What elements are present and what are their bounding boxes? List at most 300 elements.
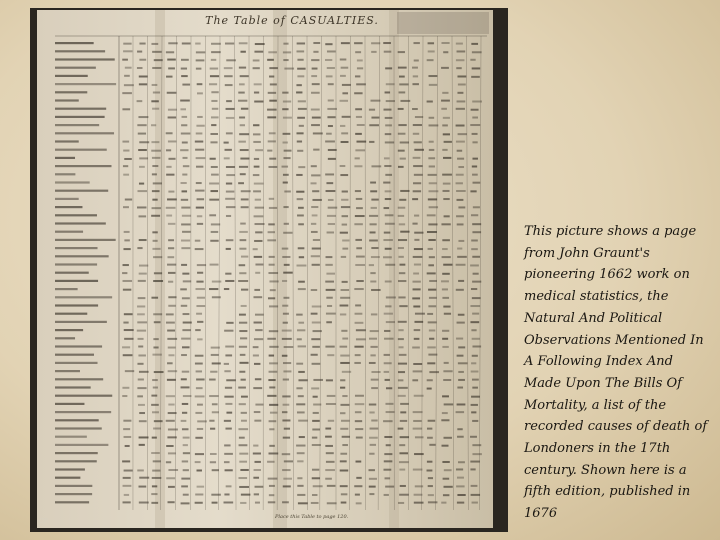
table-figure-mark — [168, 281, 173, 283]
table-figure-mark — [224, 330, 233, 332]
table-figure-mark — [183, 494, 189, 496]
table-figure-mark — [282, 395, 290, 397]
table-figure-mark — [283, 362, 291, 364]
table-figure-mark — [168, 256, 175, 258]
table-figure-mark — [414, 453, 424, 455]
table-figure-mark — [253, 354, 259, 356]
table-figure-mark — [211, 347, 220, 349]
table-figure-mark — [412, 108, 418, 110]
table-figure-mark — [183, 444, 188, 446]
table-figure-mark — [340, 460, 347, 462]
table-figure-mark — [472, 67, 480, 69]
table-figure-mark — [197, 116, 203, 118]
table-figure-mark — [225, 149, 232, 151]
table-figure-mark — [311, 354, 318, 356]
table-figure-mark — [456, 141, 465, 143]
table-figure-mark — [283, 404, 290, 406]
table-figure-mark — [342, 371, 351, 373]
table-figure-mark — [356, 461, 362, 463]
table-figure-mark — [328, 83, 334, 85]
table-figure-mark — [180, 149, 188, 151]
table-figure-mark — [283, 313, 289, 315]
table-figure-mark — [182, 273, 189, 275]
table-figure-mark — [195, 149, 204, 151]
cause-label-mark — [55, 181, 90, 183]
table-figure-mark — [283, 117, 292, 119]
table-figure-mark — [296, 363, 303, 365]
table-figure-mark — [253, 387, 262, 389]
table-figure-mark — [152, 207, 161, 209]
cause-label-mark — [55, 354, 94, 356]
table-figure-mark — [253, 59, 260, 61]
table-figure-mark — [124, 436, 132, 438]
column-rule — [320, 36, 322, 510]
cause-label-mark — [55, 165, 111, 167]
table-figure-mark — [196, 387, 203, 389]
table-figure-mark — [472, 297, 481, 299]
table-figure-mark — [442, 256, 451, 258]
table-figure-mark — [443, 264, 452, 266]
table-figure-mark — [399, 76, 405, 78]
table-figure-mark — [327, 215, 336, 217]
table-figure-mark — [398, 371, 405, 373]
cause-label-mark — [55, 75, 88, 77]
table-figure-mark — [182, 297, 190, 299]
table-figure-mark — [457, 92, 463, 94]
table-figure-mark — [384, 354, 390, 356]
table-figure-mark — [340, 485, 348, 487]
table-figure-mark — [413, 305, 420, 307]
table-figure-mark — [400, 411, 406, 413]
table-figure-mark — [456, 43, 463, 45]
table-figure-mark — [472, 313, 479, 315]
table-figure-mark — [151, 43, 158, 45]
table-figure-mark — [253, 477, 259, 479]
table-figure-mark — [458, 371, 464, 373]
table-figure-mark — [196, 132, 203, 134]
table-figure-mark — [371, 256, 380, 258]
table-figure-mark — [166, 322, 175, 324]
table-figure-mark — [268, 501, 275, 503]
table-figure-mark — [122, 346, 130, 348]
table-figure-mark — [209, 83, 217, 85]
table-figure-mark — [166, 395, 175, 397]
table-figure-mark — [312, 420, 320, 422]
table-figure-mark — [384, 51, 392, 53]
table-figure-mark — [354, 165, 362, 167]
table-figure-mark — [269, 305, 278, 307]
table-figure-mark — [472, 158, 477, 160]
table-figure-mark — [355, 190, 361, 192]
table-figure-mark — [341, 502, 347, 504]
table-figure-mark — [413, 157, 421, 159]
table-figure-mark — [427, 231, 437, 233]
table-figure-mark — [210, 461, 216, 463]
table-figure-mark — [427, 313, 433, 315]
table-figure-mark — [267, 150, 272, 152]
table-figure-mark — [414, 264, 421, 266]
table-figure-mark — [123, 206, 129, 208]
table-figure-mark — [210, 240, 218, 242]
table-figure-mark — [196, 157, 206, 159]
table-figure-mark — [181, 386, 190, 388]
table-figure-mark — [428, 289, 436, 291]
table-figure-mark — [442, 412, 448, 414]
table-figure-mark — [180, 108, 186, 110]
table-figure-mark — [298, 223, 304, 225]
table-figure-mark — [326, 273, 335, 275]
table-figure-mark — [398, 256, 403, 258]
table-figure-mark — [297, 141, 302, 143]
table-figure-mark — [181, 502, 190, 504]
table-figure-mark — [311, 92, 320, 94]
table-figure-mark — [254, 322, 262, 324]
table-figure-mark — [312, 305, 322, 307]
table-figure-mark — [122, 387, 129, 389]
table-figure-mark — [196, 469, 201, 471]
table-figure-mark — [342, 239, 349, 241]
table-figure-mark — [311, 387, 319, 389]
table-figure-mark — [384, 453, 392, 455]
table-figure-mark — [341, 132, 348, 134]
table-figure-mark — [211, 231, 219, 233]
table-figure-mark — [195, 355, 204, 357]
table-figure-mark — [268, 379, 275, 381]
table-figure-mark — [151, 141, 159, 143]
table-figure-mark — [471, 214, 478, 216]
table-figure-mark — [181, 223, 190, 225]
cause-label-mark — [55, 42, 94, 44]
table-figure-mark — [151, 493, 157, 495]
table-figure-mark — [239, 67, 246, 69]
table-figure-mark — [181, 199, 188, 201]
table-figure-mark — [239, 444, 248, 446]
table-figure-mark — [168, 370, 178, 372]
table-figure-mark — [384, 338, 394, 340]
table-figure-mark — [182, 142, 188, 144]
table-figure-mark — [355, 411, 362, 413]
table-figure-mark — [371, 289, 381, 291]
table-figure-mark — [168, 239, 174, 241]
table-figure-mark — [429, 124, 439, 126]
cause-label-mark — [55, 50, 105, 52]
table-figure-mark — [138, 338, 144, 340]
table-figure-mark — [457, 50, 466, 52]
table-figure-mark — [428, 174, 437, 176]
table-figure-mark — [470, 305, 480, 307]
table-figure-mark — [370, 190, 377, 192]
table-figure-mark — [313, 42, 320, 44]
table-figure-mark — [240, 223, 246, 225]
table-figure-mark — [168, 347, 176, 349]
table-figure-mark — [441, 419, 449, 421]
table-figure-mark — [369, 437, 378, 439]
table-figure-mark — [414, 215, 419, 217]
table-figure-mark — [225, 198, 235, 200]
table-figure-mark — [123, 264, 129, 266]
table-figure-mark — [283, 133, 291, 135]
table-figure-mark — [283, 206, 288, 208]
table-figure-mark — [370, 428, 379, 430]
table-figure-mark — [443, 370, 452, 372]
table-figure-mark — [458, 346, 465, 348]
table-figure-mark — [427, 214, 436, 216]
table-figure-mark — [297, 214, 304, 216]
cause-label-mark — [55, 436, 87, 438]
table-figure-mark — [457, 158, 464, 160]
table-figure-mark — [167, 362, 173, 364]
table-figure-mark — [225, 387, 232, 389]
table-figure-mark — [341, 42, 350, 44]
table-figure-mark — [254, 493, 259, 495]
table-figure-mark — [224, 142, 229, 144]
table-figure-mark — [226, 191, 234, 193]
table-figure-mark — [414, 395, 424, 397]
table-figure-mark — [356, 247, 362, 249]
table-figure-mark — [312, 346, 320, 348]
table-figure-mark — [311, 75, 317, 77]
table-figure-mark — [181, 420, 187, 422]
table-figure-mark — [282, 501, 289, 503]
table-figure-mark — [253, 346, 259, 348]
table-figure-mark — [210, 68, 218, 70]
table-figure-mark — [370, 346, 377, 348]
table-figure-mark — [414, 502, 424, 504]
table-figure-mark — [471, 109, 479, 111]
table-figure-mark — [384, 165, 391, 167]
table-figure-mark — [413, 75, 418, 77]
table-figure-mark — [224, 461, 230, 463]
table-figure-mark — [197, 297, 205, 299]
table-figure-mark — [225, 84, 233, 86]
table-figure-mark — [282, 469, 290, 471]
table-figure-mark — [328, 199, 334, 201]
table-figure-mark — [210, 371, 217, 373]
table-figure-mark — [342, 248, 348, 250]
table-figure-mark — [138, 116, 148, 118]
table-figure-mark — [137, 190, 147, 192]
table-figure-mark — [470, 468, 475, 470]
table-figure-mark — [470, 321, 479, 323]
table-figure-mark — [471, 362, 476, 364]
table-figure-mark — [239, 437, 245, 439]
table-figure-mark — [342, 224, 347, 226]
table-figure-mark — [355, 239, 362, 241]
table-figure-mark — [371, 371, 380, 373]
table-figure-mark — [297, 59, 303, 61]
casualties-table-image — [37, 10, 493, 528]
table-figure-mark — [211, 124, 216, 126]
table-figure-mark — [253, 124, 259, 126]
table-figure-mark — [299, 256, 304, 258]
table-figure-mark — [326, 379, 333, 381]
table-figure-mark — [427, 101, 433, 103]
table-figure-mark — [326, 256, 333, 258]
table-figure-mark — [341, 330, 347, 332]
table-figure-mark — [297, 75, 304, 77]
table-figure-mark — [470, 436, 477, 438]
table-figure-mark — [239, 486, 249, 488]
table-figure-mark — [210, 133, 218, 135]
table-figure-mark — [356, 141, 366, 143]
table-figure-mark — [283, 174, 289, 176]
table-figure-mark — [356, 329, 366, 331]
table-figure-mark — [226, 108, 235, 110]
table-figure-mark — [296, 84, 301, 86]
table-texture — [37, 10, 493, 528]
table-figure-mark — [386, 296, 396, 298]
table-figure-mark — [472, 174, 478, 176]
table-figure-mark — [398, 215, 404, 217]
table-figure-mark — [196, 207, 204, 209]
table-figure-mark — [456, 182, 463, 184]
table-figure-mark — [355, 157, 360, 159]
table-figure-mark — [196, 182, 202, 184]
table-figure-mark — [427, 272, 436, 274]
table-figure-mark — [139, 239, 147, 241]
table-figure-mark — [124, 84, 134, 86]
table-figure-mark — [326, 321, 332, 323]
table-figure-mark — [385, 403, 393, 405]
table-figure-mark — [268, 166, 277, 168]
table-figure-mark — [195, 329, 200, 331]
table-figure-mark — [326, 75, 333, 77]
table-figure-mark — [226, 117, 234, 119]
table-figure-mark — [240, 469, 248, 471]
table-figure-mark — [180, 100, 190, 102]
table-figure-mark — [152, 157, 160, 159]
table-figure-mark — [224, 370, 230, 372]
table-figure-mark — [356, 502, 362, 504]
table-figure-mark — [182, 329, 190, 331]
table-figure-mark — [240, 239, 247, 241]
table-figure-mark — [443, 478, 450, 480]
table-figure-mark — [225, 428, 231, 430]
table-figure-mark — [311, 206, 318, 208]
table-figure-mark — [355, 304, 361, 306]
cause-label-mark — [55, 206, 82, 208]
table-figure-mark — [123, 428, 130, 430]
table-figure-mark — [456, 190, 466, 192]
cause-label-mark — [55, 255, 109, 257]
table-figure-mark — [269, 445, 275, 447]
table-figure-mark — [313, 404, 321, 406]
table-figure-mark — [152, 165, 158, 167]
table-figure-mark — [239, 166, 248, 168]
table-figure-mark — [312, 444, 321, 446]
table-figure-mark — [355, 264, 365, 266]
table-figure-mark — [472, 338, 480, 340]
cause-label-mark — [55, 493, 92, 495]
table-figure-mark — [255, 199, 261, 201]
table-figure-mark — [123, 501, 131, 503]
cause-label-mark — [55, 370, 80, 372]
table-figure-mark — [414, 59, 419, 61]
table-figure-mark — [195, 437, 202, 439]
table-figure-mark — [139, 265, 148, 267]
table-figure-mark — [283, 297, 289, 299]
table-figure-mark — [195, 395, 205, 397]
table-figure-mark — [212, 281, 221, 283]
table-figure-mark — [168, 305, 175, 307]
table-figure-mark — [195, 453, 204, 455]
cause-label-mark — [55, 99, 79, 101]
table-figure-mark — [369, 493, 374, 495]
table-figure-mark — [313, 412, 319, 414]
table-figure-mark — [357, 67, 363, 69]
table-figure-mark — [443, 198, 449, 200]
table-figure-mark — [238, 477, 247, 479]
table-figure-mark — [472, 256, 480, 258]
table-figure-mark — [211, 91, 218, 93]
table-figure-mark — [311, 313, 318, 315]
table-figure-mark — [414, 232, 423, 234]
table-figure-mark — [196, 68, 202, 70]
table-figure-mark — [428, 239, 435, 241]
table-figure-mark — [442, 239, 450, 241]
table-figure-mark — [427, 428, 432, 430]
table-figure-mark — [341, 493, 348, 495]
table-figure-mark — [297, 477, 302, 479]
table-figure-mark — [269, 494, 274, 496]
table-figure-mark — [283, 272, 292, 274]
table-figure-mark — [326, 133, 332, 135]
table-figure-mark — [138, 297, 146, 299]
table-figure-mark — [429, 371, 439, 373]
table-figure-mark — [296, 403, 305, 405]
table-figure-mark — [239, 403, 246, 405]
table-figure-mark — [122, 141, 129, 143]
table-figure-mark — [297, 460, 303, 462]
table-figure-mark — [168, 116, 176, 118]
table-figure-mark — [224, 444, 230, 446]
table-figure-mark — [428, 198, 437, 200]
table-figure-mark — [429, 84, 437, 86]
cause-label-mark — [55, 214, 97, 216]
table-figure-mark — [241, 190, 251, 192]
table-figure-mark — [371, 165, 381, 167]
table-figure-mark — [225, 280, 234, 282]
table-figure-mark — [267, 116, 276, 118]
table-figure-mark — [137, 321, 147, 323]
table-figure-mark — [210, 75, 219, 77]
table-figure-mark — [441, 67, 449, 69]
table-figure-mark — [356, 198, 362, 200]
table-figure-mark — [383, 420, 392, 422]
table-figure-mark — [384, 362, 392, 364]
table-figure-mark — [153, 338, 158, 340]
table-figure-mark — [398, 428, 404, 430]
table-figure-mark — [283, 322, 288, 324]
table-figure-mark — [429, 141, 434, 143]
table-figure-mark — [123, 174, 129, 176]
table-figure-mark — [458, 280, 464, 282]
table-figure-mark — [166, 174, 174, 176]
table-figure-mark — [428, 485, 433, 487]
table-figure-mark — [139, 371, 149, 373]
table-figure-mark — [312, 248, 321, 250]
table-figure-mark — [283, 437, 290, 439]
table-figure-mark — [326, 452, 334, 454]
table-figure-mark — [239, 346, 247, 348]
cause-label-mark — [55, 190, 108, 192]
table-figure-mark — [369, 411, 374, 413]
table-figure-mark — [181, 264, 187, 266]
table-figure-mark — [197, 215, 202, 217]
table-figure-mark — [399, 305, 407, 307]
table-figure-mark — [442, 174, 452, 176]
table-figure-mark — [224, 75, 233, 77]
